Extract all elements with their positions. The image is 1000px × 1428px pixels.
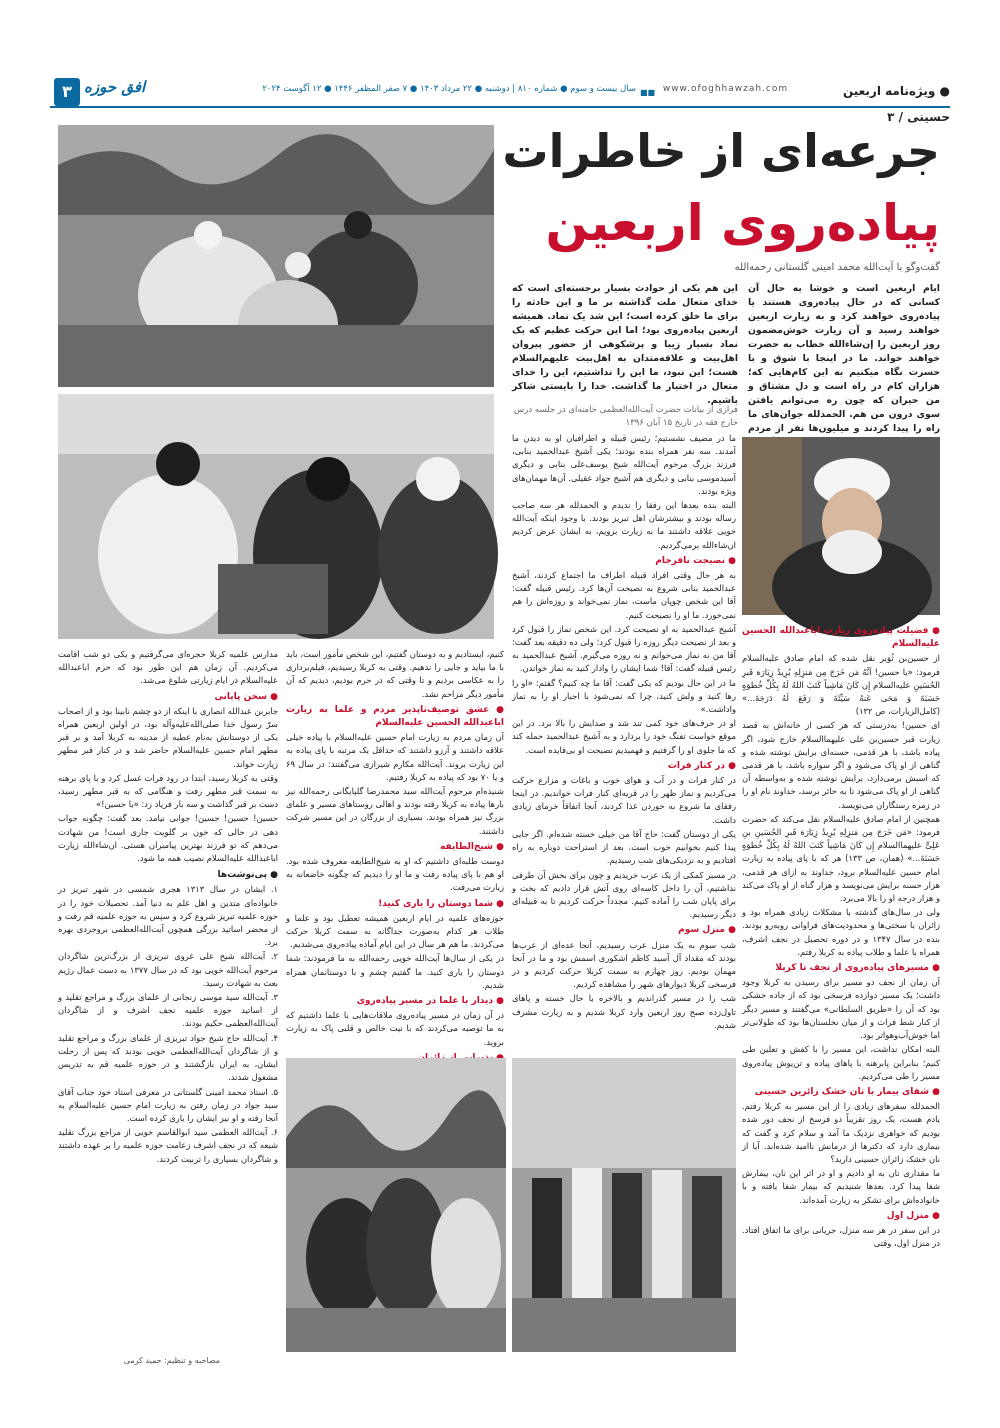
photo-group-top [58,125,494,387]
separator-dot: ■■ [640,88,656,97]
subheading: ● منزل سوم [678,925,736,936]
paragraph: ولی در سال‌های گذشته با مشکلات زیادی همراه بود و زائران با سختی‌ها و محدودیت‌های فراوانی روبه‌رو بودند. بنده در سال ۱۳۴۷ و در دوره تحصیل در نجف اشرف، همراه با علما و طلاب پیاده به کربلا رفتم. [742,907,941,957]
paragraph: ۵. استاد محمد امینی گلستانی در معرفی استاد خود جناب آقای سید جواد در زمان رفتن به زیارت امام حسین علیه‌السلام به آنجا رفته و او نیز ایشان را یاری کرده است. [58,1086,278,1123]
subheading: ● نصیحت نافرجام [655,555,736,566]
paragraph: دوست طلبه‌ای داشتیم که او به شیخ‌الطایفه معروف شده بود. او هم با پای پیاده رفت و ما او را دیدیم که چگونه خاضعانه به زیارت می‌رفت. [286,856,504,893]
paragraph: ۳. آیت‌الله سید موسی زنجانی از علمای بزرگ و مراجع تقلید و از اساتید حوزه علمیه نجف اشرف و از شاگردان آیت‌الله‌العظمی حکیم بودند. [58,992,278,1029]
subheading: ● سخن پایانی [214,691,278,702]
paragraph: در کنار فرات و در آب و هوای خوب و باغات و مزارع حرکت می‌کردیم و نماز ظهر را در قریه‌ای کنار فرات خواندیم. در اینجا رفقای ما شروع به خوردن غذا کردند، آنجا اتفاقاً خرمای زیادی داشت. [512,775,736,825]
page-number: ۳ [54,78,80,106]
article-byline: گفت‌وگو با آیت‌الله محمد امینی گلستانی رحمه‌الله [734,262,940,273]
paragraph: وقتی به کربلا رسید، ابتدا در رود فرات غسل کرد و با پای برهنه به سمت قبر مطهر رفت و هنگامی که به قبر مطهر رسید، دست بر قبر گذاشت و سه بار فریاد زد: «یا حسین!» [58,772,278,810]
subheading: ● عشق توصیف‌ناپذیر مردم و علما به زیارت اباعبدالله الحسین علیه‌السلام [286,704,504,729]
paragraph: همچنین از امام صادق علیه‌السلام نقل می‌کند که حضرت فرمود: «مَن خَرَجَ مِن مَنزِلِهِ یُرِیدُ زِیَارَهَ قَبرِ الحُسَینِ بنِ عَلِیٍّ علیهماالسلام إِن کَانَ مَاشِیاً کَتَبَ اللهُ لَهُ بِکُلِّ خُطوَهٍ حَسَنَهً...» (همان، ص ۱۳۳) هر که با پای پیاده به زیارت امام حسین علیه‌السلام برود، خداوند به ازای هر قدمی، هزار حسنه برایش می‌نویسد و هزار گناه از او پاک می‌کند و هزار درجه او را بالا می‌برد. [742,813,940,904]
site-url[interactable]: www.ofoghhawzah.com [662,84,789,94]
subheading: ● منزل اول [886,1210,940,1221]
intro-left: این هم یکی از حوادث بسیار برجسته‌ای است که خدای متعال ملت گذاشته بر ما و این حادثه را برای ما خلق کرده است؛ این شد یک نماد. همیشه اربعین پیاده‌روی بود؛ اما این حرکت عظیم که یک نماد بسیار زیبا و پرشکوهی از حضور پیروان اهل‌بیت و علاقه‌مندان به اهل‌بیت علیهم‌السلام هست؛ این نبود، ما این را نداشتیم، این را خدای متعال در اختیار ما گذاشت. خدا را بایستی شاکر باشیم. [512,283,738,406]
paragraph: حوزه‌های علمیه در ایام اربعین همیشه تعطیل بود و علما و طلاب هر کدام به‌صورت جداگانه به سمت کربلا حرکت می‌کردند. ما هم هر سال در این ایام آماده پیاده‌روی می‌شدیم. [286,912,504,950]
subheading: ● شیخ‌الطایفه [440,841,504,852]
subheading: ● در کنار فرات [667,760,736,771]
subheading: ● فضیلت پیاده‌روی زیارت اباعبدالله الحسین علیه‌السلام [742,626,940,650]
page-header [50,72,950,124]
column-4 [58,648,278,1350]
header-rule [50,106,950,108]
footnotes-heading: ● پی‌نوشت‌ها [217,870,278,881]
paragraph: در مسیر کمکی از یک عرب خریدیم و چون برای بخش آن طرفی نداشتیم، آن را داخل کاسه‌ای روی آتش قرار دادیم که بخت و برای پایان شب را آماده کنیم. مجدداً حرکت کردیم تا به قبیله‌ای دیگر رسیدیم. [512,869,736,920]
paragraph: ۱. ایشان در سال ۱۳۱۳ هجری شمسی در شهر تبریز در خانواده‌ای متدین و اهل علم به دنیا آمد. تحصیلات خود را در حوزه علمیه تبریز شروع کرد و سپس به حوزه علمیه قم رفت و از محضر اساتید بزرگی همچون آیت‌الله‌العظمی بروجردی بهره برد. [58,884,278,948]
paragraph: الحمدلله سفرهای زیادی را از این مسیر به کربلا رفتم. یادم هست، یک روز تقریباً دو فرسخ از نجف دور شده بودیم که خواهری نزدیک ما آمد و سلام کرد و گفت که بیماری دارد که دکترها از درمانش ناامید شده‌اند. آیا از نان خشک زائران حسینی دارید؟ [742,1101,940,1164]
subheading: ● مسیرهای پیاده‌روی از نجف تا کربلا [775,963,940,974]
paragraph: آن زمان مردم به زیارت امام حسین علیه‌السلام با پیاده خیلی علاقه داشتند و آرزو داشتند که حداقل یک مرتبه با پای پیاده به این زیارت بروند. آیت‌الله مکارم شیرازی می‌گفتند: در سال ۶۹ و یا ۷۰ بود که پیاده به کربلا رفتیم. [286,732,504,782]
photo-group-bottom-left [286,1058,506,1352]
photo-group-bottom-right [512,1058,736,1352]
section-title: ● ویژه‌نامه اربعین حسینی / ۳ [842,84,950,124]
paragraph: شنیده‌ام مرحوم آیت‌الله سید محمدرضا گلپایگانی رحمه‌الله نیز بارها پیاده به کربلا رفته بودند و اهالی روستاهای مسیر و علمای بزرگ نیز همراه بودند. بسیاری از بزرگان در این مسیر شرکت داشتند. [286,786,504,836]
paragraph: آن زمان از نجف دو مسیر برای رسیدن به کربلا وجود داشت؛ یک مسیر دوازده فرسخی بود که از جاده خشکی بود که آن را «طریق السلطانی» می‌گفتند و مسیر دیگر از کنار شط فرات و از میان نخلستان‌ها بود که طولانی‌تر اما خوش‌آب‌وهواتر بود. [742,977,940,1041]
paragraph: ای حسین! به‌درستی که هر کسی از خانه‌اش به قصد زیارت قبر حسین‌بن علی علیهماالسلام خارج شود، اگر پیاده باشد، با هر قدمی، حسنه‌ای برایش نوشته شده و گناهی از او پاک می‌شود و اگر سواره باشد، با هر قدمی که اسبش برمی‌دارد، برایش نوشته شده و به‌واسطه آن گناهی از او پاک می‌شود تا به حائر برسد، خداوند نام او را در زمره رستگاران می‌نویسد. [742,720,940,810]
article-title-line1: جرعه‌ای از خاطرات [502,124,940,178]
subheading: ● شفای بیمار با نان خشک زائرین حسینی [754,1086,940,1097]
photo-three-clerics [58,394,494,639]
paragraph: ۶. آیت‌الله العظمی سید ابوالقاسم خویی از مراجع بزرگ تقلید شیعه که در نجف اشرف زعامت حوزه علمیه را بر عهده داشتند و شاگردان بسیاری را تربیت کردند. [58,1127,278,1164]
paragraph: یکی از دوستان گفت: حاج آقا من خیلی خسته شده‌ام. اگر جایی پیدا کنیم بخوابیم خوب است. بعد از استراحت دوباره به راه افتادیم و به نزدیکی‌های شب رسیدیم. [512,828,736,866]
article-title-line2: پیاده‌روی اربعین [545,194,940,252]
paragraph: ۴. آیت‌الله حاج شیخ جواد تبریزی از علمای بزرگ و مراجع تقلید و از شاگردان آیت‌الله‌العظمی خویی بودند که پس از رحلت ایشان، به ایران بازگشتند و در حوزه علمیه قم به تدریس مشغول شدند. [58,1032,278,1083]
quote-source: فرازی از بیانات حضرت آیت‌الله‌العظمی خامنه‌ای در جلسه درس خارج فقه در تاریخ ۱۵ آبان ۱۳۹۶ [513,405,738,428]
brand-logo: افق حوزه [84,78,146,96]
paragraph: او در حرف‌های خود کمی تند شد و صدایش را بالا برد. در این موقع خواست تفنگ خود را بردارد و به آشیخ عبدالحمید حمله کند که ما جلوی او را گرفتیم و فهمیدیم نصیحت او بی‌فایده است. [512,718,736,755]
paragraph: در یکی از سال‌ها آیت‌الله خویی رحمه‌الله به ما فرمودند: شما دوستان را یاری کنید. ما گفتیم چشم و با دوستانمان همراه شدیم. [286,953,504,990]
column-3 [286,648,504,1052]
paragraph: ما در مضیف نشستیم؛ رئیس قبیله و اطرافیان او به دیدن ما آمدند. سه نفر همراه بنده بودند؛ یکی آشیخ عبدالحمید بنابی، فرزند بزرگ مرحوم آیت‌الله شیخ یوسف‌علی بنابی و دیگری آسیدموسی بنابی و دیگری هم آشیخ جواد عقیلی. آن‌ها مهمان‌های ویژه بودند. [512,433,736,496]
paragraph: ما مقداری نان به او دادیم و او در اثر این نان، بیمارش شفا پیدا کرد. بعدها شنیدیم که بیمار شفا یافته و با خانواده‌اش برای تشکر به زیارت آمده‌اند. [742,1168,940,1205]
intro-right: ایام اربعین است و خوشا به حال آن کسانی که در حال پیاده‌روی هستند یا پیاده‌روی خواهند کرد و به زیارت اربعین خواهند رسید و آن زیارت خوش‌مضمون روز اربعین را إن‌شاءالله خطاب به حضرت خواهند خواند. ما در اینجا با شوق و با حسرت نگاه میکنیم به این کام‌هایی که؛ هزاران کام در راه است و دل مشتاق و من حیران که چون ره می‌توانم یافتن سوی درون من هم. الحمدلله جوان‌های ما راه را پیدا کردند و میلیون‌ها نفر از مردم [748,283,940,434]
subheading: ● شما دوستان را یاری کنید! [378,898,504,909]
paragraph: جابربن عبدالله انصاری با اینکه از دو چشم نابینا بود و از اصحاب سرّ رسول خدا صلی‌الله‌علیه‌وآله بود، در اولین اربعین همراه یکی از دوستانش به‌نام عطیه از مدینه به کربلا آمد و بر قبر مطهر امام حسین علیه‌السلام حاضر شد و در کنار قبر مطهر زیارت خواند. [58,705,278,769]
paragraph: آشیخ عبدالحمید به او نصیحت کرد. این شخص نماز را قبول کرد و بعد از نصیحت دیگر روزه را قبول کرد؛ ولی ده دقیقه بعد گفت: آقا من نه نماز می‌خوانم و نه روزه می‌گیرم. آشیخ عبدالحمید به رئیس قبیله گفت: آقا! شما ایشان را وادار کنید به نماز خواندن. [512,623,736,674]
paragraph: به هر حال وقتی افراد قبیله اطراف ما اجتماع کردند، آشیخ عبدالحمید بنابی شروع به نصیحت آن‌ها کرد. رئیس قبیله گفت: آقا این شخص چوپان ماست، نماز نمی‌خواند و روزه‌اش را هم نمی‌خورد. ما او را نصیحت کنیم. [512,570,736,620]
paragraph: مدارس علمیه کربلا حجره‌ای می‌گرفتیم و یکی دو شب اقامت می‌کردیم. آن زمان هم این طور بود که حرم اباعبدالله علیه‌السلام در ایام زیارتی شلوغ می‌شد. [58,649,278,686]
paragraph: البته امکان نداشت، این مسیر را با کفش و تعلین طی کنیم؛ بنابراین پابرهنه با پاهای پیاده و تن‌پوش پیاده‌روی مسیر را طی می‌کردیم. [742,1044,940,1081]
column-2 [512,432,736,1052]
paragraph: از حسین‌بن ثُوَیر نقل شده که امام صادق علیه‌السلام فرمود: «یا حسین! اَنَّهُ مَن خَرَجَ مِن مَنزِلِهِ یُرِیدُ زِیَارَهَ قَبرِ الحُسَینِ علیه‌السلام إِن کَانَ مَاشِیاً کَتَبَ اللهُ لَهُ بِکُلِّ خُطوَهٍ حَسَنَهً وَ مَحَی عَنهُ سَیِّئَهً وَ رَفَعَ لَهُ دَرَجَهً...» (کامل‌الزیارات، ص ۱۳۲) [742,653,940,717]
paragraph: در این سفر در هر سه منزل، جریانی برای ما اتفاق افتاد. در منزل اول، وقتی [742,1224,940,1249]
paragraph: ما در این حال بودیم که یکی گفت: آقا ما چه کنیم؟ گفتم: «او را رها کنید و ولش کنید، چرا که نمی‌شود با اجبار او را به نماز واداشت.» [512,677,736,715]
paragraph: ۲. آیت‌الله شیخ علی غروی تبریزی از بزرگ‌ترین شاگردان مرحوم آیت‌الله خویی بود که در سال ۱۳۷۷ به دست عمال رژیم بعث به شهادت رسید. [58,951,278,988]
paragraph: در آن زمان در مسیر پیاده‌روی ملاقات‌هایی با علما داشتیم که به ما توصیه می‌کردند که با نیت خالص و قلبی پاک به زیارت بروید. [286,1010,504,1047]
paragraph: شب را در مسیر گذراندیم و بالاخره با حال خسته و پاهای تاول‌زده صبح روز اربعین وارد کربلا شدیم و به زیارت مشرف شدیم. [512,993,736,1030]
paragraph: کنیم، ایستادیم و به دوستان گفتیم، این شخص مأمور است، باید با ما بیاید و جایی را ندهیم. وقتی به کربلا رسیدیم، فیلم‌برداری را به عکاسی بردیم و تا وقتی که در حرم بودیم، دیدیم که آن مأمور دیگر مزاحم نشد. [286,649,504,699]
column-1 [742,622,940,1352]
paragraph: البته بنده بعدها این رفقا را ندیدم و الحمدلله هر سه صاحب رساله بودند و بیشترشان اهل تبریز بودند. با وجود اینکه آیت‌الله خویی علاقه داشتند ما به زیارت برویم، به ایشان عرض کردیم ان‌شاءالله برمی‌گردیم. [512,500,736,550]
paragraph: شب سوم به یک منزل عرب رسیدیم، آنجا عده‌ای از عرب‌ها بودند که مقداد آل آسید کاظم اشکوری اسمش بود و ما در آنجا مهمان بودیم. روز چهارم به سمت کربلا حرکت کردیم و در فرسخی کربلا دیوارهای شهر را مشاهده کردیم. [512,939,736,990]
issue-meta: سال بیست و سوم ● شماره ۸۱۰ | دوشنبه ● ۲۲ مرداد ۱۴۰۳ ● ۷ صفر المظفر ۱۴۴۶ ● ۱۲ آگوست ۲۰۲۴ [262,84,636,94]
portrait-photo [742,437,940,615]
credit-line: مصاحبه و تنظیم: حمید کرمی [123,1356,220,1365]
subheading: ● دیدار با علما در مسیر پیاده‌روی [356,996,504,1007]
paragraph: حسین! حسین! حسین! جوابی نیامد. بعد گفت: چگونه جواب دهی در حالی که خون بر گلویت جاری است! من شهادت می‌دهم که تو فرزند بهترین پیامبران هستی. ان‌شاءالله زیارت اباعبدالله علیه‌السلام نصیب همه ما شود. [58,813,278,864]
